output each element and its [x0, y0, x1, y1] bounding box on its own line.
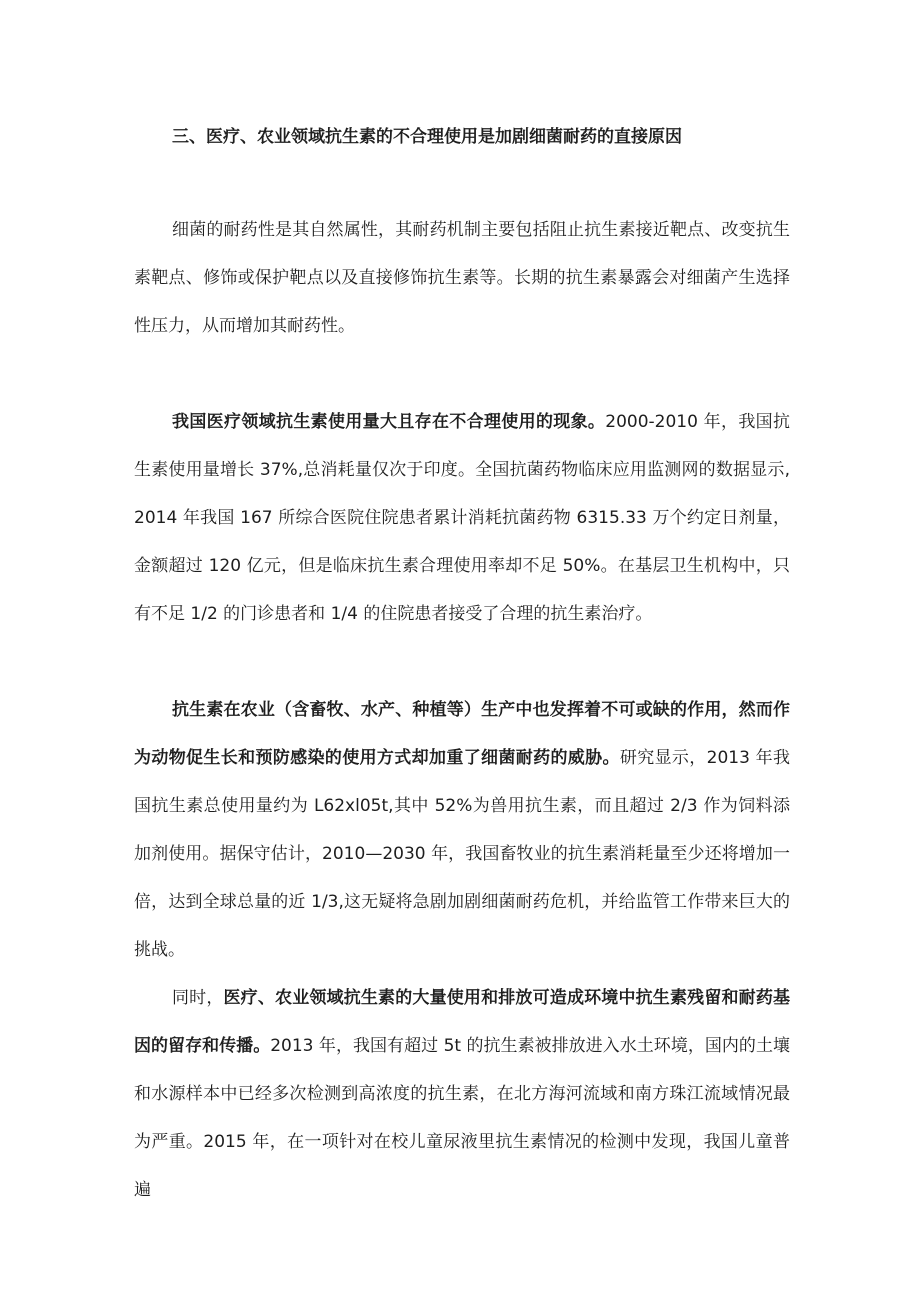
paragraph-medical-use: [134, 398, 790, 638]
paragraph-bold-lead: 我国医疗领域抗生素使用量大且存在不合理使用的现象。: [172, 412, 606, 432]
paragraph-text: 研究显示，2013 年我国抗生素总使用量约为 L62xl05t,其中 52%为兽用抗生素，而且超过 2/3 作为饲料添加剂使用。据保守估计，2010—2030 年，我国畜牧业的抗生素消耗量至少还将增加一倍，达到全球总量的近 1/3,这无疑将急剧加剧细菌耐药危机，并给监管工作带来巨大的挑战。: [134, 748, 791, 960]
paragraph-resistance-mechanism: [134, 206, 790, 350]
paragraph-prefix: 同时，: [172, 988, 224, 1008]
paragraph-text: 细菌的耐药性是其自然属性，其耐药机制主要包括阻止抗生素接近靶点、改变抗生素靶点、修饰或保护靶点以及直接修饰抗生素等。长期的抗生素暴露会对细菌产生选择性压力，从而增加其耐药性。: [134, 220, 790, 336]
paragraph-text: 2000-2010 年，我国抗生素使用量增长 37%,总消耗量仅次于印度。全国抗菌药物临床应用监测网的数据显示, 2014 年我国 167 所综合医院住院患者累计消耗抗菌药物 6315.33 万个约定日剂量，金额超过 120 亿元，但是临床抗生素合理使用率却不足 50%。在基层卫生机构中，只有不足 1/2 的门诊患者和 1/4 的住院患者接受了合理的抗生素治疗。: [134, 412, 791, 624]
paragraph-bold-lead: 抗生素在农业（含畜牧、水产、种植等）生产中也发挥着不可或缺的作用，然而作为动物促生长和预防感染的使用方式却加重了细菌耐药的威胁。: [134, 700, 790, 768]
section-heading: 三、医疗、农业领域抗生素的不合理使用是加剧细菌耐药的直接原因: [172, 127, 682, 147]
paragraph-bold-lead: 医疗、农业领域抗生素的大量使用和排放可造成环境中抗生素残留和耐药基因的留存和传播。: [134, 988, 790, 1056]
paragraph-agricultural-use: [134, 686, 790, 974]
paragraph-environmental-residue: [134, 974, 790, 1214]
paragraph-text: 2013 年，我国有超过 5t 的抗生素被排放进入水土环境，国内的土壤和水源样本中已经多次检测到高浓度的抗生素，在北方海河流域和南方珠江流域情况最为严重。2015 年，在一项针对在校儿童尿液里抗生素情况的检测中发现，我国儿童普遍: [134, 1036, 790, 1200]
